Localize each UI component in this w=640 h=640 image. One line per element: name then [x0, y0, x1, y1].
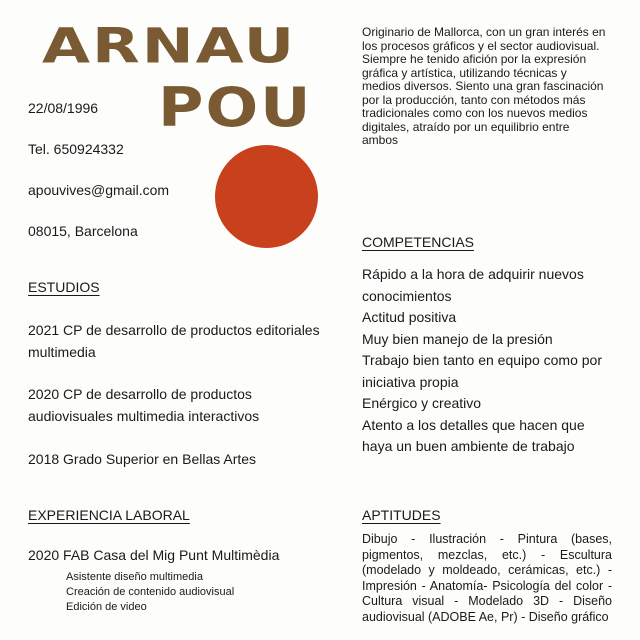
- skill-item: Rápido a la hora de adquirir nuevos conocimientos: [362, 266, 584, 304]
- job-title: 2020 FAB Casa del Mig Punt Multimèdia: [28, 547, 280, 563]
- job-task: Creación de contenido audiovisual: [66, 586, 235, 598]
- phone-number: Tel. 650924332: [28, 141, 124, 157]
- birthdate: 22/08/1996: [28, 100, 99, 116]
- name-first: ARNAU: [42, 17, 297, 75]
- bio-paragraph: Originario de Mallorca, con un gran interés en los procesos gráficos y el sector audiovisual. Siempre he tenido afición por la expresión gráfica y artística, utilizando técnicas y medios diversos. Siento una gran fascinación por la producción, tanto con métodos más tradicionales como con los nuevos medios digitales, atraído por un equilibrio entre ambos: [362, 25, 606, 147]
- job-task-list: [66, 570, 234, 615]
- location: 08015, Barcelona: [28, 223, 138, 239]
- section-title-aptitudes: APTITUDES: [362, 507, 441, 523]
- skill-item: Atento a los detalles que hacen que haya un buen ambiente de trabajo: [362, 416, 585, 454]
- study-item: 2020 CP de desarrollo de productos audiovisuales multimedia interactivos: [28, 386, 260, 424]
- job-task: Asistente diseño multimedia: [66, 571, 203, 583]
- job-task: Edición de video: [66, 601, 147, 613]
- skill-item: Trabajo bien tanto en equipo como por iniciativa propia: [362, 352, 602, 390]
- name-last: POU: [158, 74, 313, 139]
- email-address: apouvives@gmail.com: [28, 182, 170, 198]
- aptitudes-paragraph: Dibujo - Ilustración - Pintura (bases, pigmentos, mezclas, etc.) - Escultura (modelado y moldeado, cerámicas, etc.) - Impresión - Anatomía- Psicología del color - Cultura visual - Modelado 3D - Diseño audiovisual (ADOBE Ae, Pr) - Diseño gráfico: [362, 532, 612, 624]
- skill-item: Muy bien manejo de la presión: [362, 330, 553, 347]
- skills-list: [362, 264, 610, 458]
- section-title-estudios: ESTUDIOS: [28, 279, 100, 295]
- section-title-competencias: COMPETENCIAS: [362, 234, 475, 250]
- skill-item: Enérgico y creativo: [362, 395, 482, 411]
- study-item: 2021 CP de desarrollo de productos editoriales multimedia: [28, 322, 320, 360]
- skill-item: Actitud positiva: [362, 309, 457, 325]
- study-item: 2018 Grado Superior en Bellas Artes: [28, 451, 257, 467]
- orange-circle-graphic: [215, 145, 318, 248]
- section-title-experiencia: EXPERIENCIA LABORAL: [28, 507, 190, 523]
